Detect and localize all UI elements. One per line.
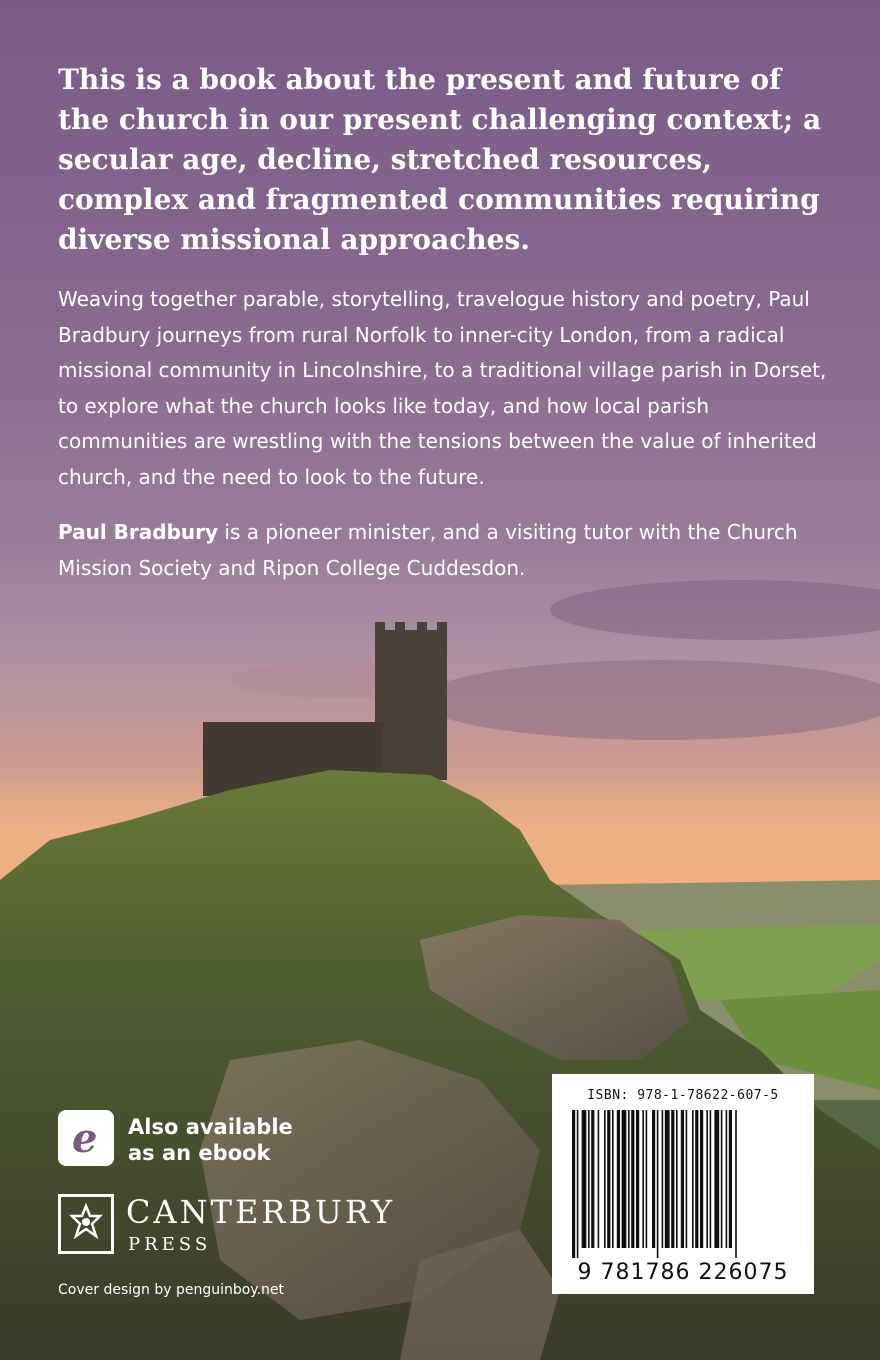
barcode-bar <box>617 1110 620 1248</box>
ebook-line-1: Also available <box>128 1115 293 1139</box>
cloud <box>420 660 880 740</box>
author-name: Paul Bradbury <box>58 520 219 544</box>
barcode-bar <box>714 1110 719 1248</box>
headline-text: This is a book about the present and future of the church in our present challenging context; a secular age, decline, stretched resources, complex and fragmented communities requiring diverse missional approaches. <box>58 63 822 256</box>
barcode-bar <box>729 1110 732 1248</box>
barcode-bar <box>657 1110 659 1258</box>
barcode-bar <box>631 1110 634 1248</box>
barcode-bar <box>622 1110 627 1248</box>
barcode-bar <box>726 1110 728 1248</box>
cover-design-credit: Cover design by penguinboy.net <box>58 1282 285 1298</box>
isbn-number: 9 781786 226075 <box>577 1260 789 1285</box>
barcode-bar <box>652 1110 655 1248</box>
barcode-bar <box>710 1110 712 1248</box>
cloud <box>550 580 880 640</box>
ebook-notice <box>58 1110 358 1170</box>
barcode-bar <box>628 1110 630 1248</box>
tower-battlements <box>375 622 447 630</box>
canterbury-press-emblem <box>58 1194 114 1254</box>
isbn-barcode <box>552 1074 814 1294</box>
author-bio <box>58 515 828 586</box>
barcode-bar <box>636 1110 639 1248</box>
barcode-bar <box>572 1110 575 1258</box>
publisher-name: CANTERBURY <box>126 1193 396 1231</box>
ebook-e-icon <box>58 1110 114 1166</box>
publisher-sub: PRESS <box>128 1234 212 1255</box>
barcode-bar <box>700 1110 703 1248</box>
barcode-bar <box>646 1110 648 1248</box>
barcode-bars <box>572 1110 794 1258</box>
author-bio-text: is a pioneer minister, and a visiting tutor with the Church Mission Society and Ripon College Cuddesdon. <box>58 520 798 580</box>
barcode-bar <box>671 1110 674 1248</box>
ebook-line-2: as an ebook <box>128 1141 271 1165</box>
barcode-bar <box>598 1110 600 1248</box>
barcode-bar <box>607 1110 610 1248</box>
barcode-bar <box>665 1110 670 1248</box>
barcode-bar <box>612 1110 614 1248</box>
barcode-bar <box>695 1110 698 1248</box>
svg-text:e: e <box>72 1115 98 1161</box>
ebook-label <box>128 1114 348 1166</box>
barcode-bar <box>588 1110 590 1248</box>
isbn-label: ISBN: 978-1-78622-607-5 <box>587 1088 779 1103</box>
barcode-bar <box>721 1110 723 1248</box>
barcode-bar <box>662 1110 664 1248</box>
barcode-bar <box>686 1110 688 1248</box>
barcode-bar <box>582 1110 587 1248</box>
barcode-bar <box>577 1110 579 1258</box>
barcode-bar <box>676 1110 678 1248</box>
barcode-bar <box>681 1110 684 1248</box>
barcode-bar <box>604 1110 606 1248</box>
barcode-bar <box>692 1110 694 1248</box>
barcode-bar <box>706 1110 708 1248</box>
barcode-bar <box>642 1110 644 1248</box>
publisher-logo <box>58 1194 458 1264</box>
blurb-text: Weaving together parable, storytelling, travelogue history and poetry, Paul Bradbury journeys from rural Norfolk to inner-city London, from a radical missional community in Lincolnshire, to a traditional village parish in Dorset, to explore what the church looks like today, and how local parish communities are wrestling with the tensions between the value of inherited church, and the need to look to the future. <box>58 287 827 489</box>
barcode-bar <box>735 1110 737 1258</box>
church-tower <box>375 630 447 780</box>
barcode-bar <box>591 1110 594 1248</box>
